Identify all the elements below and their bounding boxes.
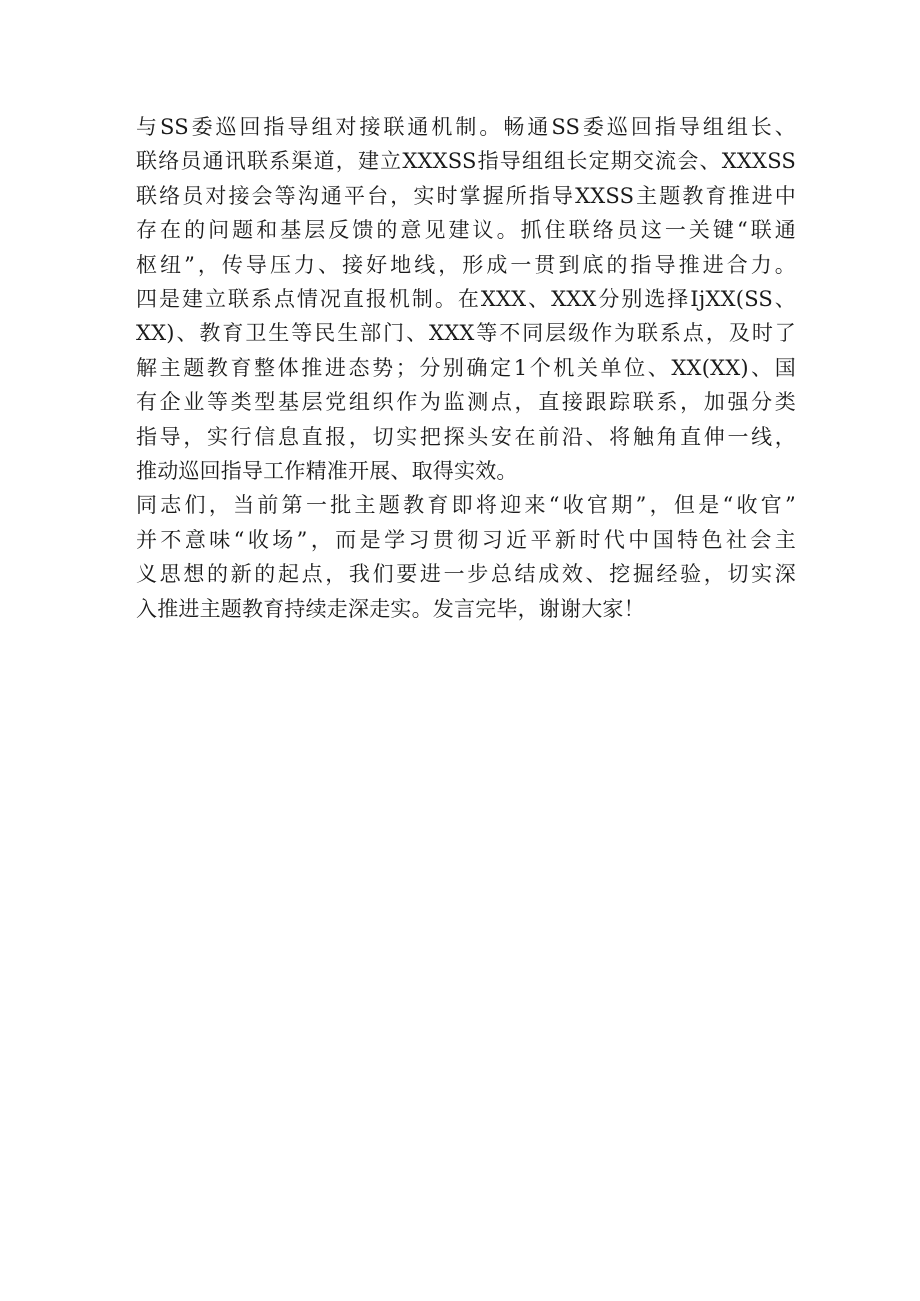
text-line: 联络员通讯联系渠道，建立XXXSS指导组组长定期交流会、XXXSS [136, 149, 796, 174]
body-text [136, 110, 796, 626]
text-line: 有企业等类型基层党组织作为监测点，直接跟踪联系，加强分类 [136, 390, 796, 415]
text-line: 并不意味“收场”，而是学习贯彻习近平新时代中国特色社会主 [136, 527, 796, 552]
text-line: 解主题教育整体推进态势；分别确定1个机关单位、XX(XX)、国 [136, 355, 796, 380]
text-line: 四是建立联系点情况直报机制。在XXX、XXX分别选择IjXX(SS、 [136, 287, 796, 312]
text-line: XX)、教育卫生等民生部门、XXX等不同层级作为联系点，及时了 [136, 321, 796, 346]
text-line: 联络员对接会等沟通平台，实时掌握所指导XXSS主题教育推进中 [136, 183, 796, 208]
text-line: 枢纽”，传导压力、接好地线，形成一贯到底的指导推进合力。 [136, 252, 796, 277]
text-line: 指导，实行信息直报，切实把探头安在前沿、将触角直伸一线， [136, 424, 796, 449]
text-line: 存在的问题和基层反馈的意见建议。抓住联络员这一关键“联通 [136, 218, 796, 243]
text-line: 推动巡回指导工作精准开展、取得实效。 [136, 459, 518, 484]
text-line: 同志们，当前第一批主题教育即将迎来“收官期”，但是“收官” [136, 493, 796, 518]
text-line: 与SS委巡回指导组对接联通机制。畅通SS委巡回指导组组长、 [136, 115, 796, 139]
text-line: 入推进主题教育持续走深走实。发言完毕，谢谢大家！ [136, 596, 645, 621]
text-line: 义思想的新的起点，我们要进一步总结成效、挖掘经验，切实深 [136, 562, 796, 587]
